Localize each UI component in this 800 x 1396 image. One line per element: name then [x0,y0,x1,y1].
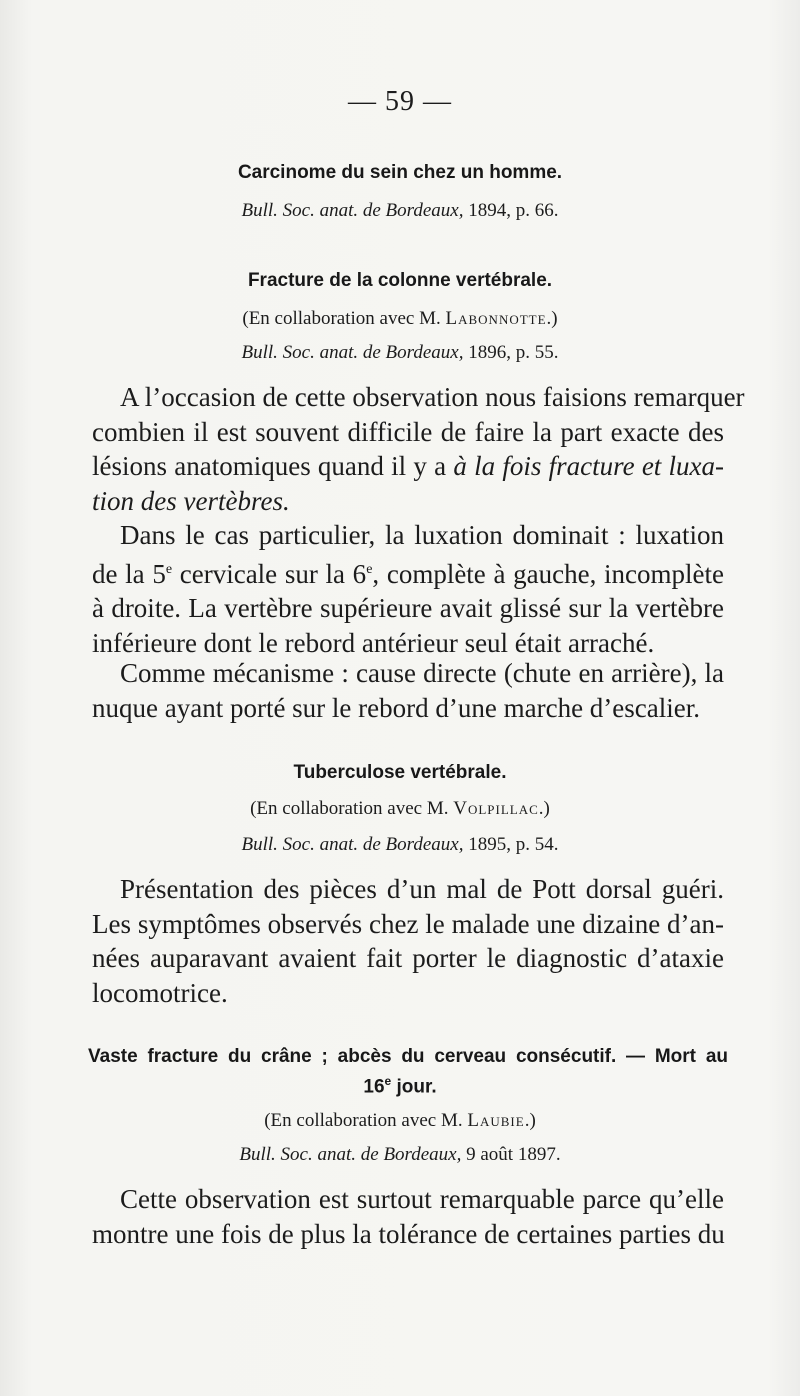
collaboration-suffix: .) [524,1110,536,1131]
text-line: Présentation des pièces d’un mal de Pott dorsal guéri. [120,874,724,904]
text-line: A l’occasion de cette observation nous faisions remarquer [120,382,745,412]
body-paragraph [92,656,724,725]
journal-name: Bull. Soc. anat. de Bordeaux, [241,834,464,855]
journal-name: Bull. Soc. anat. de Bordeaux, [241,342,464,363]
text-line: locomotrice. [92,977,228,1008]
section-title: Carcinome du sein chez un homme. [237,162,563,183]
journal-name: Bull. Soc. anat. de Bordeaux, [239,1144,462,1165]
bibliographic-reference [60,200,740,222]
page-number: — 59 — [348,86,452,117]
text-line: Dans le cas particulier, la luxation dominait : luxation [120,520,724,550]
text-fragment: lésions anatomiques quand il y a [92,451,447,481]
collaboration-prefix: (En collaboration avec M. [264,1110,463,1131]
body-paragraph [92,872,724,1010]
collaboration-prefix: (En collaboration avec M. [242,308,441,329]
reference-detail: 1895, p. 54. [468,834,559,855]
text-line: à droite. La vertèbre supérieure avait glissé sur la vertèbre [92,593,724,623]
collaboration-note [60,798,740,820]
section-title: Tuberculose vertébrale. [293,762,507,783]
text-line: inférieure dont le rebord antérieur seul était arraché. [92,627,655,658]
section-title-line: Vaste fracture du crâne ; abcès du cerveau consécutif. — Mort au [88,1046,728,1067]
bibliographic-reference [60,834,740,856]
collaboration-prefix: (En collaboration avec M. [250,798,449,819]
body-paragraph [92,518,724,660]
section-title-line: 16e jour. [363,1074,437,1098]
text-line: nuque ayant porté sur le rebord d’une marche d’escalier. [92,692,700,723]
text-line: montre une fois de plus la tolérance de certaines parties du [92,1218,725,1249]
section-title: Fracture de la colonne vertébrale. [247,270,553,291]
journal-name: Bull. Soc. anat. de Bordeaux, [241,200,464,221]
collaborator-name: Labonnotte [445,308,547,329]
text-line: Les symptômes observés chez le malade une dizaine d’an- [92,908,724,939]
text-line: de la 5e cervicale sur la 6e, complète à gauche, incomplète [92,558,724,589]
collaborator-name: Volpillac [453,798,539,819]
collaboration-suffix: .) [538,798,550,819]
text-line: Cette observation est surtout remarquable parce qu’elle [120,1184,724,1214]
text-line: Comme mécanisme : cause directe (chute en arrière), la [120,658,724,688]
collaboration-note [60,1110,740,1132]
text-line: tion des vertèbres. [92,485,290,516]
collaborator-name: Laubie [467,1110,525,1131]
emphasis-text: à la fois fracture et luxa- [453,451,725,481]
collaboration-suffix: .) [546,308,558,329]
text-line: combien il est souvent difficile de faire la part exacte des [92,416,724,447]
collaboration-note [60,308,740,330]
body-paragraph [92,1182,724,1251]
reference-detail: 1896, p. 55. [468,342,559,363]
bibliographic-reference [60,342,740,364]
text-line [92,449,724,484]
reference-detail: 1894, p. 66. [468,200,559,221]
reference-detail: 9 août 1897. [466,1144,561,1165]
body-paragraph [92,380,745,518]
text-line: nées auparavant avaient fait porter le diagnostic d’ataxie [92,943,724,973]
bibliographic-reference [60,1144,740,1166]
